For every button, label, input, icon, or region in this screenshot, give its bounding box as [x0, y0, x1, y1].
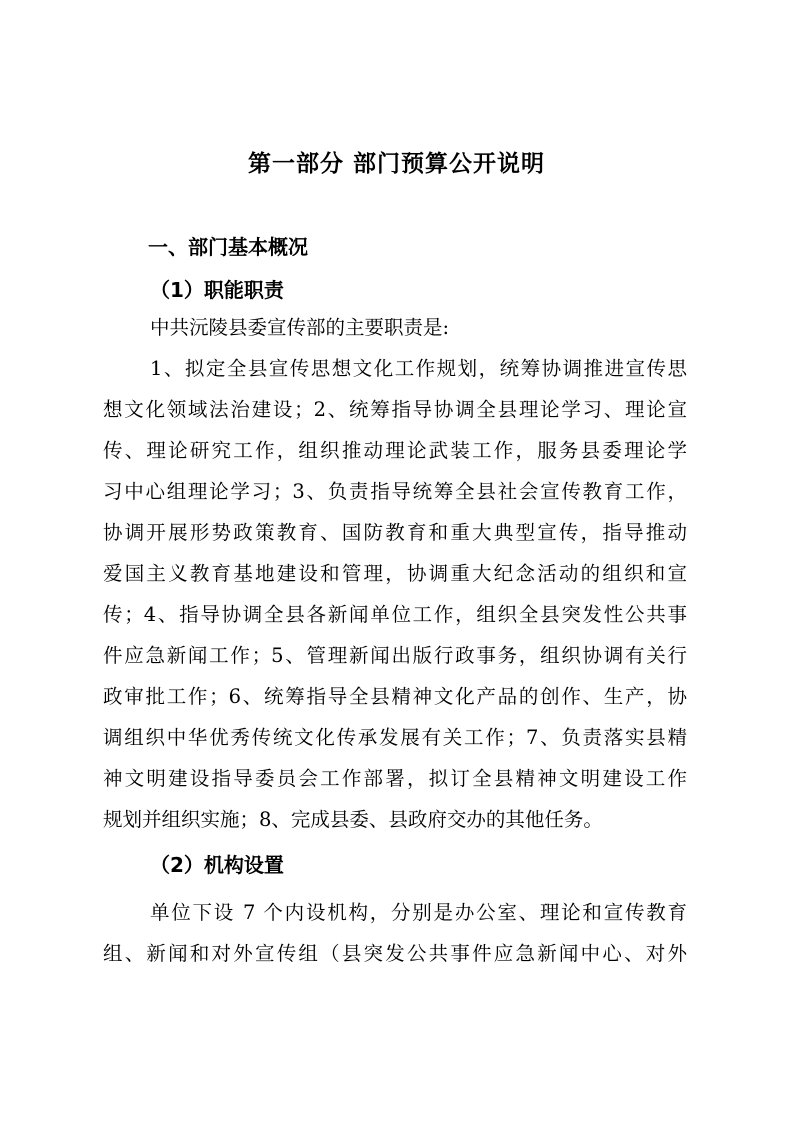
subsection-heading-duties: （1）职能职责	[150, 278, 284, 302]
paragraph-line: 习中心组理论学习；3、负责指导统筹全县社会宣传教育工作，	[103, 480, 687, 503]
paragraph-intro: 中共沅陵县委宣传部的主要职责是:	[150, 316, 450, 339]
paragraph-line: 件应急新闻工作；5、管理新闻出版行政事务，组织协调有关行	[103, 644, 687, 667]
page-title: 第一部分 部门预算公开说明	[247, 151, 545, 177]
paragraph-line: 1、拟定全县宣传思想文化工作规划，统筹协调推进宣传思	[150, 357, 687, 380]
paragraph-line: 协调开展形势政策教育、国防教育和重大典型宣传，指导推动	[103, 521, 687, 544]
section-heading: 一、部门基本概况	[148, 235, 308, 259]
paragraph-line: 爱国主义教育基地建设和管理，协调重大纪念活动的组织和宣	[103, 562, 687, 585]
subsection-heading-organization: （2）机构设置	[150, 853, 284, 877]
paragraph-line: 想文化领域法治建设；2、统筹指导协调全县理论学习、理论宣	[103, 398, 687, 421]
paragraph-line: 调组织中华优秀传统文化传承发展有关工作；7、负责落实县精	[103, 726, 687, 749]
paragraph-line: 单位下设 7 个内设机构，分别是办公室、理论和宣传教育	[150, 901, 687, 924]
paragraph-line: 政审批工作；6、统筹指导全县精神文化产品的创作、生产，协	[103, 685, 687, 708]
paragraph-line: 组、新闻和对外宣传组（县突发公共事件应急新闻中心、对外	[103, 942, 687, 965]
paragraph-line: 传、理论研究工作，组织推动理论武装工作，服务县委理论学	[103, 439, 687, 462]
paragraph-line: 传；4、指导协调全县各新闻单位工作，组织全县突发性公共事	[103, 603, 687, 626]
paragraph-line: 神文明建设指导委员会工作部署，拟订全县精神文明建设工作	[103, 767, 687, 790]
paragraph-line: 规划并组织实施；8、完成县委、县政府交办的其他任务。	[103, 808, 603, 831]
